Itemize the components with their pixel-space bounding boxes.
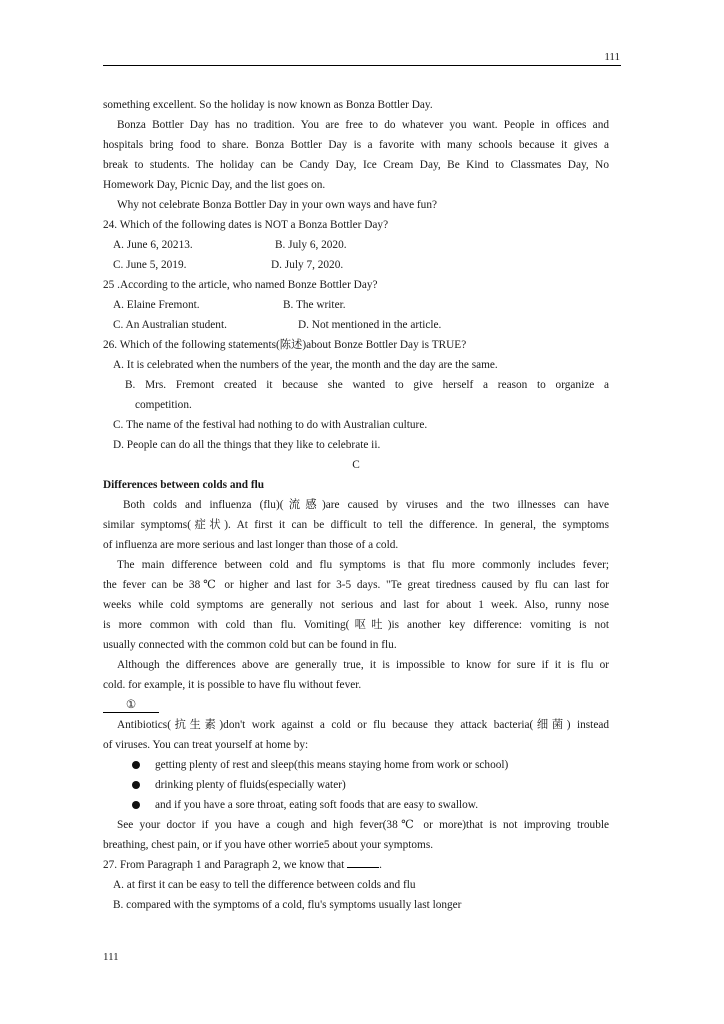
- passage-line: breathing, chest pain, or if you have other worrie5 about your symptoms.: [103, 839, 434, 851]
- question-27-text: 27. From Paragraph 1 and Paragraph 2, we know that: [103, 859, 345, 871]
- passage-title: Differences between colds and flu: [103, 479, 265, 491]
- option-b: B. The writer.: [283, 299, 346, 311]
- footer-page-number: 111: [103, 951, 119, 963]
- bullet-item: [103, 775, 609, 795]
- passage-line: similar symptoms(症状). At first it can be difficult to tell the difference. In general, the symptoms: [103, 519, 609, 531]
- passage-line: usually connected with the common cold but can be found in flu.: [103, 639, 397, 651]
- passage-line: Why not celebrate Bonza Bottler Day in your own ways and have fun?: [117, 199, 437, 211]
- passage-line: of viruses. You can treat yourself at home by:: [103, 739, 309, 751]
- option-c: C. The name of the festival had nothing to do with Australian culture.: [113, 419, 428, 431]
- passage-line: cold. for example, it is possible to have flu without fever.: [103, 679, 362, 691]
- question-25-stem: 25 .According to the article, who named Bonze Bottler Day?: [103, 279, 378, 291]
- passage-line: Antibiotics(抗生素)don't work against a cold or flu because they attack bacteria(细菌) instead: [117, 719, 609, 731]
- bullet-icon: [132, 781, 140, 789]
- passage-line: something excellent. So the holiday is now known as Bonza Bottler Day.: [103, 99, 433, 111]
- option-b: B. Mrs. Fremont created it because she wanted to give herself a reason to organize a: [125, 379, 609, 391]
- option-d: D. People can do all the things that they like to celebrate ii.: [113, 439, 381, 451]
- option-a: A. It is celebrated when the numbers of the year, the month and the day are the same.: [113, 359, 498, 371]
- bullet-text: drinking plenty of fluids(especially water): [155, 779, 346, 791]
- bullet-icon: [132, 761, 140, 769]
- option-b: B. compared with the symptoms of a cold, flu's symptoms usually last longer: [113, 899, 462, 911]
- passage-line: weeks while cold symptoms are generally not serious and last for about 1 week. Also, runny nose: [103, 599, 609, 611]
- option-b-continued: competition.: [135, 399, 192, 411]
- page-content: [103, 95, 609, 915]
- blank-marker: ①: [103, 698, 159, 713]
- section-letter: C: [352, 459, 360, 471]
- question-24-options-ab: [103, 235, 609, 255]
- passage-line: Bonza Bottler Day has no tradition. You are free to do whatever you want. People in offices and: [117, 119, 609, 131]
- question-25-options-cd: [103, 315, 609, 335]
- option-a: A. June 6, 20213.: [113, 239, 193, 251]
- question-24-stem: 24. Which of the following dates is NOT a Bonza Bottler Day?: [103, 219, 389, 231]
- option-b: B. July 6, 2020.: [275, 239, 347, 251]
- page-number: 111: [604, 51, 620, 63]
- passage-line: of influenza are more serious and last longer than those of a cold.: [103, 539, 399, 551]
- question-26-stem: 26. Which of the following statements(陈述)about Bonze Bottler Day is TRUE?: [103, 339, 467, 351]
- passage-line: Homework Day, Picnic Day, and the list goes on.: [103, 179, 326, 191]
- header-rule: [103, 65, 621, 66]
- passage-line: hospitals bring food to share. Bonza Bottler Day is a favorite with many schools because it gives a: [103, 139, 609, 151]
- bullet-text: and if you have a sore throat, eating soft foods that are easy to swallow.: [155, 799, 479, 811]
- passage-line: the fever can be 38℃ or higher and last for 3-5 days. "Te great tiredness caused by flu can last for: [103, 579, 609, 591]
- bullet-item: [103, 795, 609, 815]
- question-27-stem: 27. From Paragraph 1 and Paragraph 2, we know that .: [103, 859, 382, 871]
- question-24-options-cd: [103, 255, 609, 275]
- passage-line: See your doctor if you have a cough and high fever(38℃ or more)that is not improving trouble: [117, 819, 609, 831]
- passage-line: Although the differences above are generally true, it is impossible to know for sure if it is flu or: [117, 659, 609, 671]
- bullet-item: [103, 755, 609, 775]
- passage-line: Both colds and influenza (flu)(流感)are caused by viruses and the two illnesses can have: [123, 499, 609, 511]
- option-a: A. at first it can be easy to tell the difference between colds and flu: [113, 879, 416, 891]
- passage-line: The main difference between cold and flu symptoms is that flu more commonly includes fever;: [117, 559, 609, 571]
- blank-line: [103, 695, 609, 715]
- passage-line: break to students. The holiday can be Candy Day, Ice Cream Day, Be Kind to Classmates Day, No: [103, 159, 609, 171]
- bullet-icon: [132, 801, 140, 809]
- answer-blank: [347, 857, 379, 868]
- bullet-text: getting plenty of rest and sleep(this means staying home from work or school): [155, 759, 509, 771]
- question-25-options-ab: [103, 295, 609, 315]
- option-a: A. Elaine Fremont.: [113, 299, 200, 311]
- passage-line: is more common with cold than flu. Vomiting(呕吐)is another key difference: vomiting is not: [103, 619, 609, 631]
- option-c: C. June 5, 2019.: [113, 259, 187, 271]
- option-d: D. July 7, 2020.: [271, 259, 344, 271]
- option-d: D. Not mentioned in the article.: [298, 319, 442, 331]
- option-c: C. An Australian student.: [113, 319, 227, 331]
